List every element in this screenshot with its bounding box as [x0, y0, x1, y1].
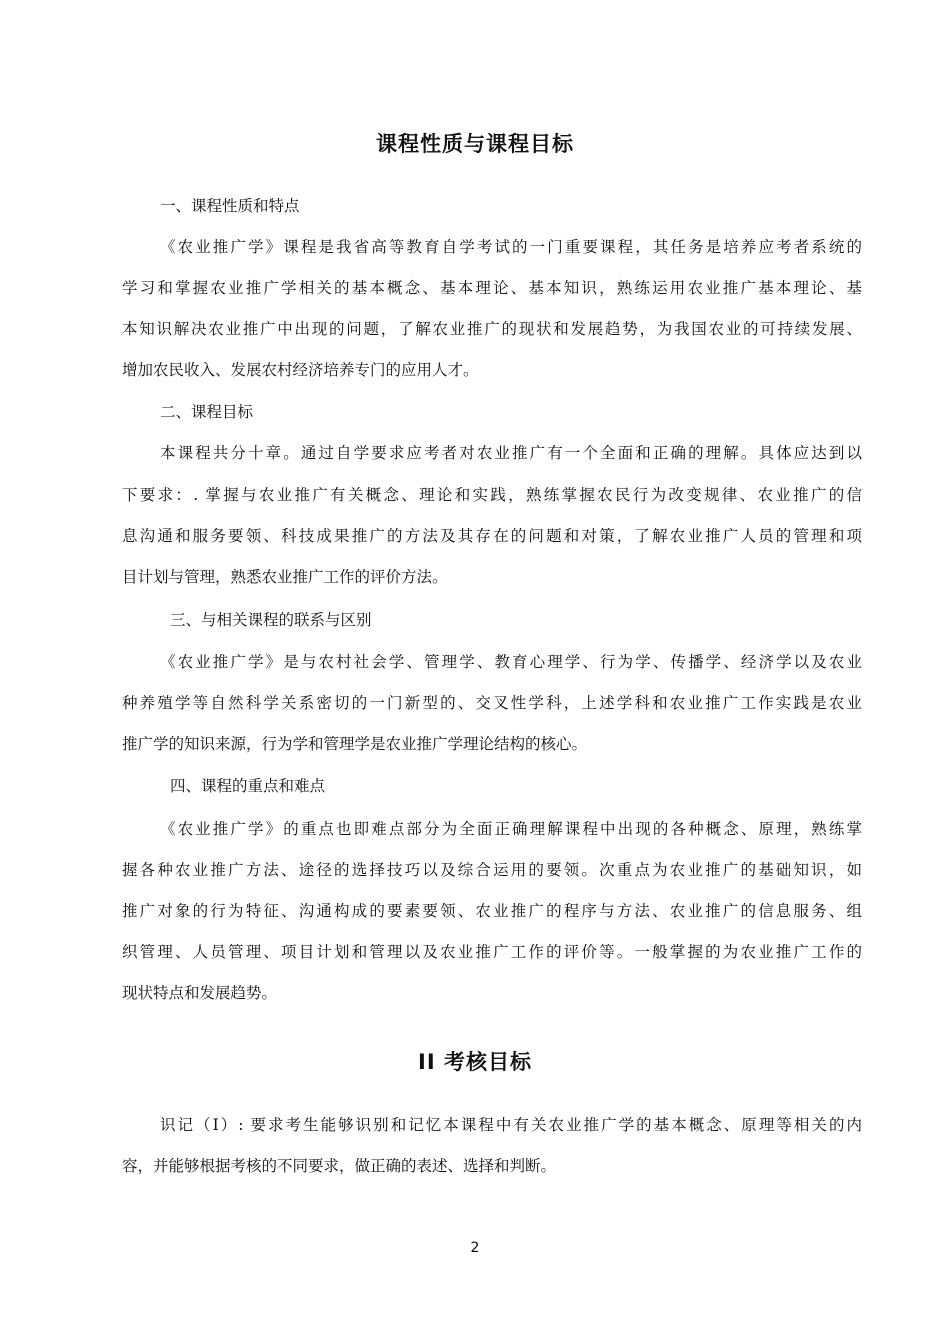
section-heading-nature: 一、课程性质和特点 [160, 197, 300, 215]
paragraph-line: 《农业推广学》是与农村社会学、管理学、教育心理学、行为学、传播学、经济学以及农业 [160, 653, 862, 671]
paragraph-line: 推广对象的行为特征、沟通构成的要素要领、农业推广的程序与方法、农业推广的信息服务、组 [122, 902, 862, 920]
section-heading-key-points: 四、课程的重点和难点 [170, 777, 326, 795]
paragraph-line: 增加农民收入、发展农村经济培养专门的应用人才。 [122, 361, 479, 379]
paragraph-line: 推广学的知识来源，行为学和管理学是农业推广学理论结构的核心。 [122, 735, 588, 753]
paragraph-line: 学习和掌握农业推广学相关的基本概念、基本理论、基本知识，熟练运用农业推广基本理论、基 [122, 279, 862, 297]
paragraph-line: 现状特点和发展趋势。 [122, 984, 278, 1002]
section-heading-goals: 二、课程目标 [160, 403, 254, 421]
paragraph-line: 织管理、人员管理、项目计划和管理以及农业推广工作的评价等。一般掌握的为农业推广工作的 [122, 943, 862, 961]
paragraph-line: 目计划与管理，熟悉农业推广工作的评价方法。 [122, 568, 448, 586]
paragraph-line: 识记（I）: 要求考生能够识别和记忆本课程中有关农业推广学的基本概念、原理等相关的内 [160, 1116, 862, 1134]
paragraph-line: 种养殖学等自然科学关系密切的一门新型的、交叉性学科，上述学科和农业推广工作实践是农业 [122, 694, 862, 712]
paragraph-line: 息沟通和服务要领、科技成果推广的方法及其存在的问题和对策，了解农业推广人员的管理和项 [122, 527, 862, 545]
page-number: 2 [470, 1240, 480, 1256]
paragraph-line: 《农业推广学》课程是我省高等教育自学考试的一门重要课程，其任务是培养应考者系统的 [160, 238, 862, 256]
section-heading-relations: 三、与相关课程的联系与区别 [170, 611, 372, 629]
page-title: 课程性质与课程目标 [376, 132, 574, 156]
paragraph-line: 本课程共分十章。通过自学要求应考者对农业推广有一个全面和正确的理解。具体应达到以 [160, 444, 862, 462]
paragraph-line: 下要求：. 掌握与农业推广有关概念、理论和实践，熟练掌握农民行为改变规律、农业推广的信 [122, 486, 862, 504]
paragraph-line: 握各种农业推广方法、途径的选择技巧以及综合运用的要领。次重点为农业推广的基础知识，如 [122, 861, 862, 879]
paragraph-line: 容，并能够根据考核的不同要求，做正确的表述、选择和判断。 [122, 1157, 557, 1175]
paragraph-line: 《农业推广学》的重点也即难点部分为全面正确理解课程中出现的各种概念、原理，熟练掌 [160, 820, 862, 838]
section-title-assessment: II 考核目标 [418, 1050, 532, 1074]
paragraph-line: 本知识解决农业推广中出现的问题，了解农业推广的现状和发展趋势，为我国农业的可持续发展、 [122, 320, 862, 338]
